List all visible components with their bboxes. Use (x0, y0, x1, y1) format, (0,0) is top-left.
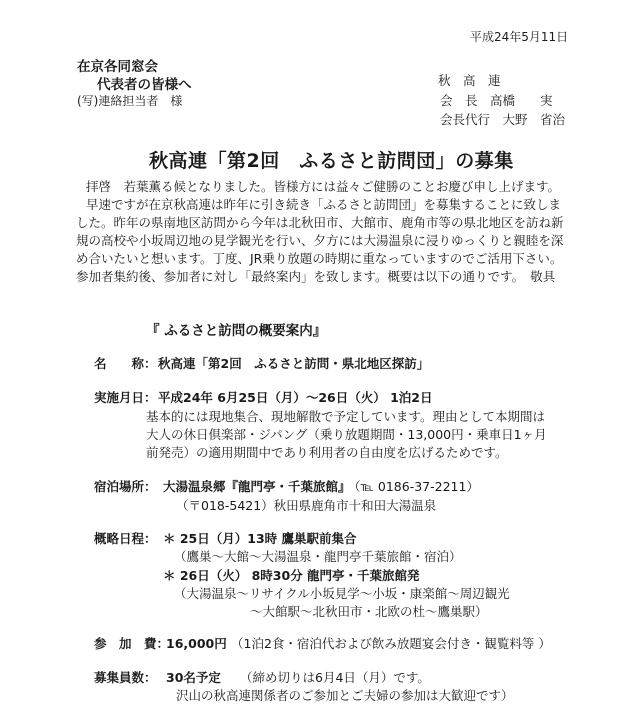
lodging-tel: （℡ 0186-37-2211） (348, 479, 479, 494)
name-value: 秋高連「第2回 ふるさと訪問・県北地区探訪」 (158, 356, 430, 371)
lodging-label: 宿泊場所： (94, 479, 157, 494)
body-line: 参加者集約後、参加者に対し「最終案内」を致します。概要は以下の通りです。 敬具 (76, 269, 556, 284)
dates-note: 基本的には現地集合、現地解散で予定しています。理由として本期間は (146, 409, 546, 424)
recipient-line2: 代表者の皆様へ (97, 77, 192, 93)
sender-org: 秋 高 連 (438, 73, 501, 88)
schedule-day1: ＊ 25日（月）13時 鷹巣駅前集合 (163, 531, 357, 546)
dates-label: 実施月日： (94, 390, 157, 405)
fee-note: （1泊2食・宿泊代および飲み放題宴会付き・観覧料等 ） (231, 636, 551, 651)
dates-note: 前発売）の適用期間中であり利用者の自由度を広げるためです。 (146, 445, 508, 460)
schedule-day2-route: 〜大館駅〜北秋田市・北欧の杜〜鷹巣駅） (250, 604, 488, 619)
dates-note: 大人の休日倶楽部・ジパング（乗り放題期間・13,000円・乗車日1ヶ月 (146, 427, 547, 442)
capacity-value: 30名予定 (166, 670, 221, 685)
recipient-line3: (写)連絡担当者 様 (77, 94, 183, 108)
schedule-day2: ＊ 26日（火） 8時30分 龍門亭・千葉旅館発 (163, 568, 420, 583)
fee-label: 参 加 費： (94, 636, 170, 651)
recipient-line1: 在京各同窓会 (77, 59, 158, 75)
schedule-day1-route: （鷹巣〜大館〜大湯温泉・龍門亭千葉旅館・宿泊） (174, 549, 462, 564)
capacity-label: 募集員数： (94, 670, 157, 685)
sender-chair: 会 長 高橋 実 (440, 93, 553, 108)
name-label: 名 称： (94, 356, 157, 371)
schedule-label: 概略日程： (94, 531, 157, 546)
schedule-day2-route: （大湯温泉〜リサイクル小坂見学〜小坂・康楽館〜周辺観光 (174, 586, 510, 601)
document-date: 平成24年5月11日 (470, 30, 569, 44)
lodging-address: （〒018-5421）秋田県鹿角市十和田大湯温泉 (176, 498, 437, 513)
dates-value: 平成24年 6月25日（月）〜26日（火） 1泊2日 (158, 390, 433, 405)
body-line: 規の高校や小坂周辺地の見学観光を行い、夕方には大湯温泉に浸りゆっくりと親睦を深 (76, 233, 564, 248)
capacity-note: （締め切りは6月4日（月）です。 (240, 670, 430, 685)
body-line: した。昨年の県南地区訪問から今年は北秋田市、大館市、鹿角市等の県北地区を訪ね新 (76, 215, 564, 230)
body-line: 拝啓 若葉薫る候となりました。皆様方には益々ご健勝のことお慶び申し上げます。 (86, 179, 561, 194)
lodging-value: 大湯温泉郷『龍門亭・千葉旅館』 (163, 479, 351, 494)
section-heading: 『 ふるさと訪問の概要案内』 (146, 323, 327, 339)
body-line: 早速ですが在京秋高連は昨年に引き続き「ふるさと訪問団」を募集することに致しま (86, 197, 562, 212)
fee-value: 16,000円 (166, 636, 227, 651)
body-line: め合いたいと想います。丁度、JR乗り放題の時期に重なっていますのでご活用下さい。 (76, 251, 563, 266)
capacity-note2: 沢山の秋高連関係者のご参加とご夫婦の参加は大歓迎です） (176, 688, 514, 703)
sender-acting: 会長代行 大野 省治 (440, 112, 566, 127)
document-title: 秋高連「第2回 ふるさと訪問団」の募集 (149, 150, 514, 172)
